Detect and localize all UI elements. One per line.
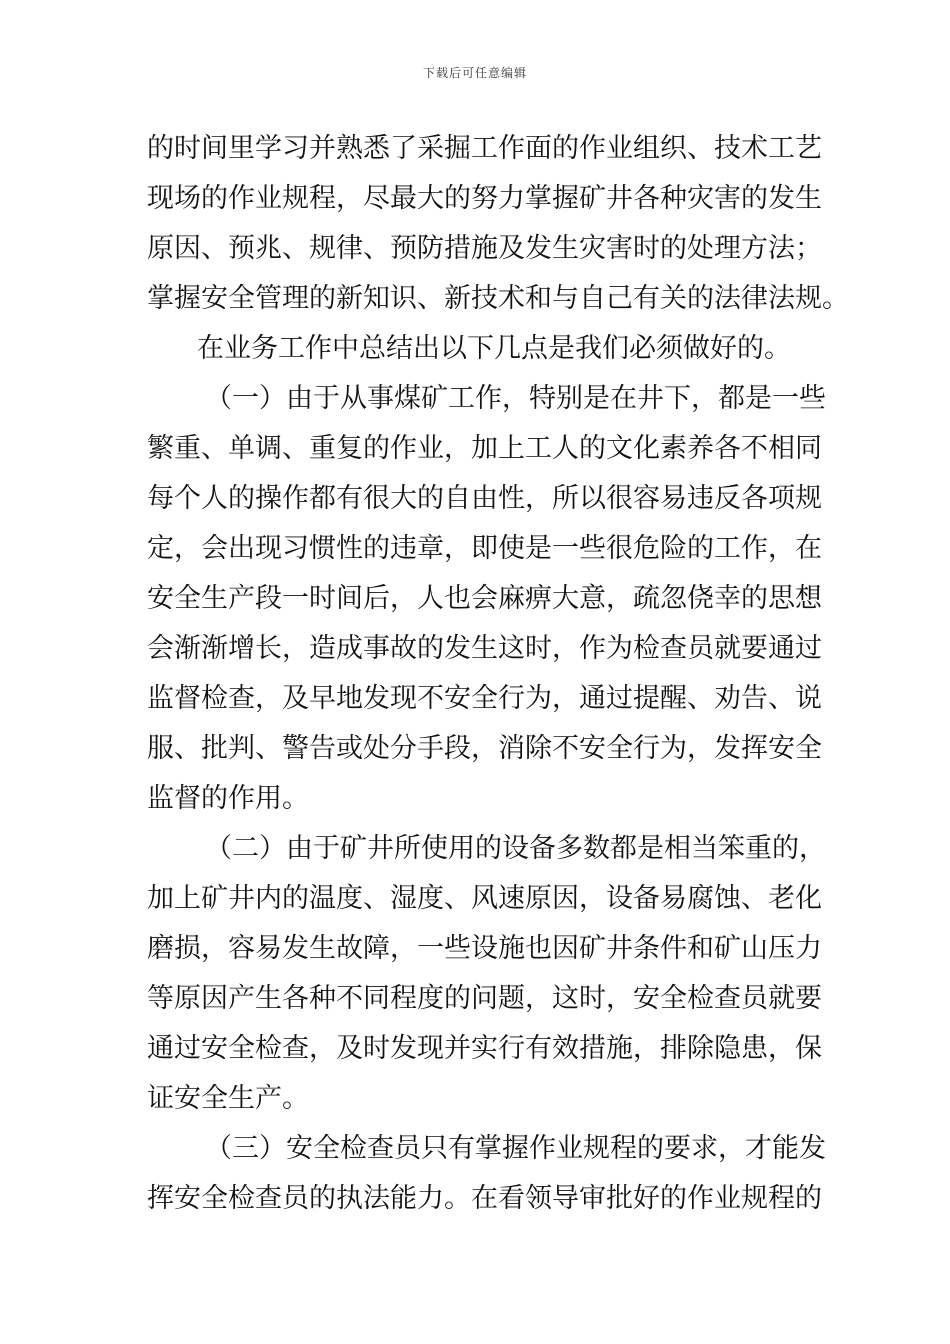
paragraph-line: 每个人的操作都有很大的自由性，所以很容易违反各项规 [147,483,822,514]
paragraph-line: 现场的作业规程，尽最大的努力掌握矿井各种灾害的发生 [147,183,822,214]
page-header: 下载后可任意编辑 [422,66,527,80]
paragraph-line: 定，会出现习惯性的违章，即使是一些很危险的工作，在 [147,533,822,564]
paragraph-line: 监督检查，及早地发现不安全行为，通过提醒、劝告、说 [147,683,822,714]
paragraph-line: 的时间里学习并熟悉了采掘工作面的作业组织、技术工艺 [147,133,822,164]
paragraph-line: 挥安全检查员的执法能力。在看领导审批好的作业规程的 [147,1183,822,1214]
paragraph-line: 掌握安全管理的新知识、新技术和与自己有关的法律法规。 [147,283,849,314]
paragraph-line: 在业务工作中总结出以下几点是我们必须做好的。 [197,333,791,364]
paragraph-line: （二）由于矿井所使用的设备多数都是相当笨重的， [205,833,826,864]
paragraph-line: 监督的作用。 [147,783,309,814]
paragraph-line: 原因、预兆、规律、预防措施及发生灾害时的处理方法； [147,233,822,264]
paragraph-line: 会渐渐增长，造成事故的发生这时，作为检查员就要通过 [147,633,822,664]
paragraph-line: 通过安全检查，及时发现并实行有效措施，排除隐患，保 [147,1033,822,1064]
paragraph-line: 加上矿井内的温度、湿度、风速原因，设备易腐蚀、老化 [147,883,822,914]
paragraph-line: （三）安全检查员只有掌握作业规程的要求，才能发 [205,1133,826,1164]
paragraph-line: 等原因产生各种不同程度的问题，这时，安全检查员就要 [147,983,822,1014]
paragraph-line: 磨损，容易发生故障，一些设施也因矿井条件和矿山压力 [147,933,822,964]
paragraph-line: （一）由于从事煤矿工作，特别是在井下，都是一些 [205,383,826,414]
paragraph-line: 繁重、单调、重复的作业，加上工人的文化素养各不相同 [147,433,822,464]
paragraph-line: 证安全生产。 [147,1083,309,1114]
paragraph-line: 安全生产段一时间后，人也会麻痹大意，疏忽侥幸的思想 [147,583,822,614]
paragraph-line: 服、批判、警告或处分手段，消除不安全行为，发挥安全 [147,733,822,764]
